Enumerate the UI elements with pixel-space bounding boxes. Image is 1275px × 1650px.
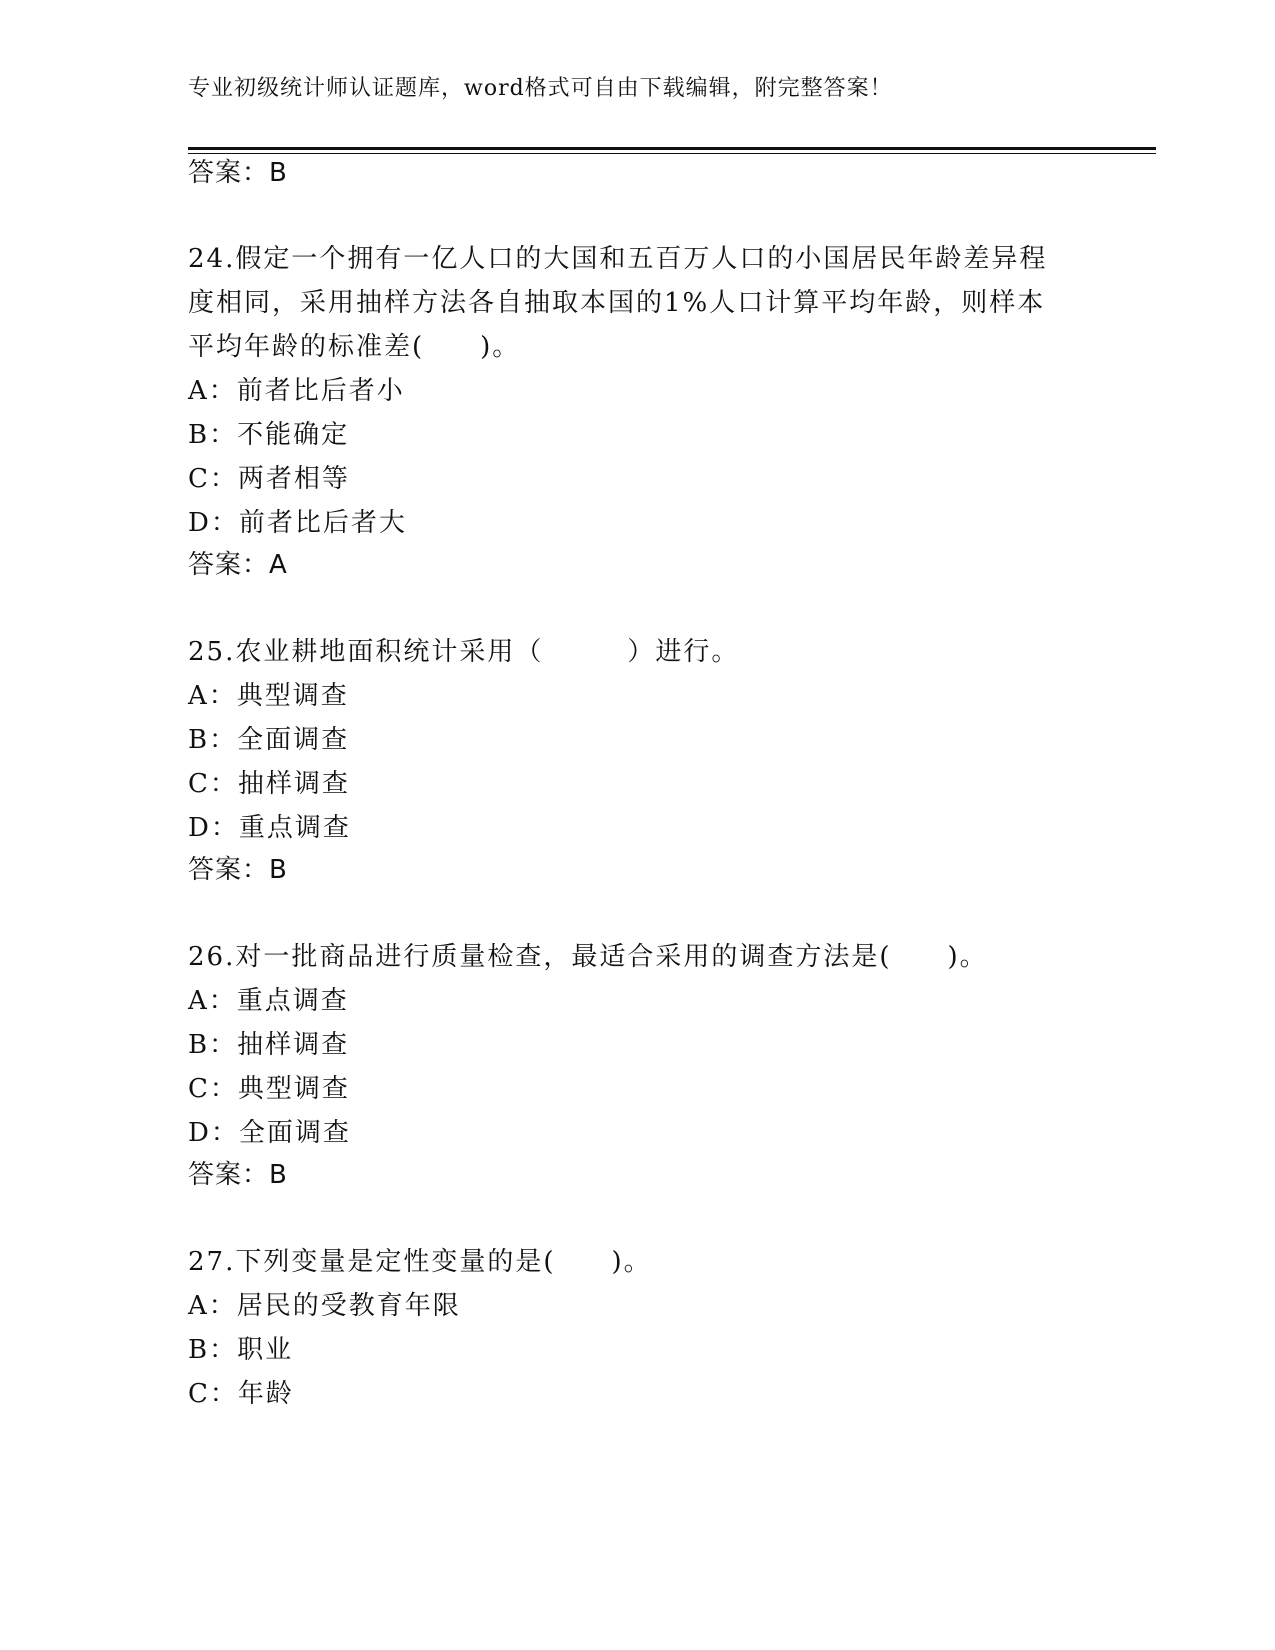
question-26-option-d: D：全面调查 (188, 1118, 351, 1148)
answer-25: 答案：B (188, 855, 288, 885)
question-25-option-a: A：典型调查 (188, 681, 349, 711)
question-24-stem-line-1: 24.假定一个拥有一亿人口的大国和五百万人口的小国居民年龄差异程 (188, 244, 1048, 274)
header-rule-thick (188, 147, 1156, 150)
question-24-stem-line-3: 平均年龄的标准差( )。 (188, 332, 521, 362)
question-25-option-c: C：抽样调查 (188, 769, 350, 799)
question-24-stem-line-2: 度相同，采用抽样方法各自抽取本国的1%人口计算平均年龄，则样本 (188, 288, 1046, 318)
answer-24: 答案：A (188, 550, 288, 580)
question-24-option-b: B：不能确定 (188, 420, 350, 450)
question-25-option-d: D：重点调查 (188, 813, 351, 843)
question-26-option-c: C：典型调查 (188, 1074, 350, 1104)
page-header: 专业初级统计师认证题库，word格式可自由下载编辑，附完整答案！ (188, 76, 893, 101)
question-25-option-b: B：全面调查 (188, 725, 350, 755)
header-rule-thin (188, 153, 1156, 154)
question-27-option-a: A：居民的受教育年限 (188, 1291, 461, 1321)
answer-23: 答案：B (188, 158, 288, 188)
question-24-option-c: C：两者相等 (188, 464, 350, 494)
answer-26: 答案：B (188, 1160, 288, 1190)
question-26-stem: 26.对一批商品进行质量检查，最适合采用的调查方法是( )。 (188, 942, 988, 972)
question-25-stem: 25.农业耕地面积统计采用（ ）进行。 (188, 637, 740, 667)
question-27-option-b: B：职业 (188, 1335, 294, 1365)
question-26-option-b: B：抽样调查 (188, 1030, 350, 1060)
question-27-option-c: C：年龄 (188, 1379, 294, 1409)
question-24-option-a: A：前者比后者小 (188, 376, 405, 406)
question-27-stem: 27.下列变量是定性变量的是( )。 (188, 1247, 652, 1277)
question-24-option-d: D：前者比后者大 (188, 508, 407, 538)
question-26-option-a: A：重点调查 (188, 986, 349, 1016)
